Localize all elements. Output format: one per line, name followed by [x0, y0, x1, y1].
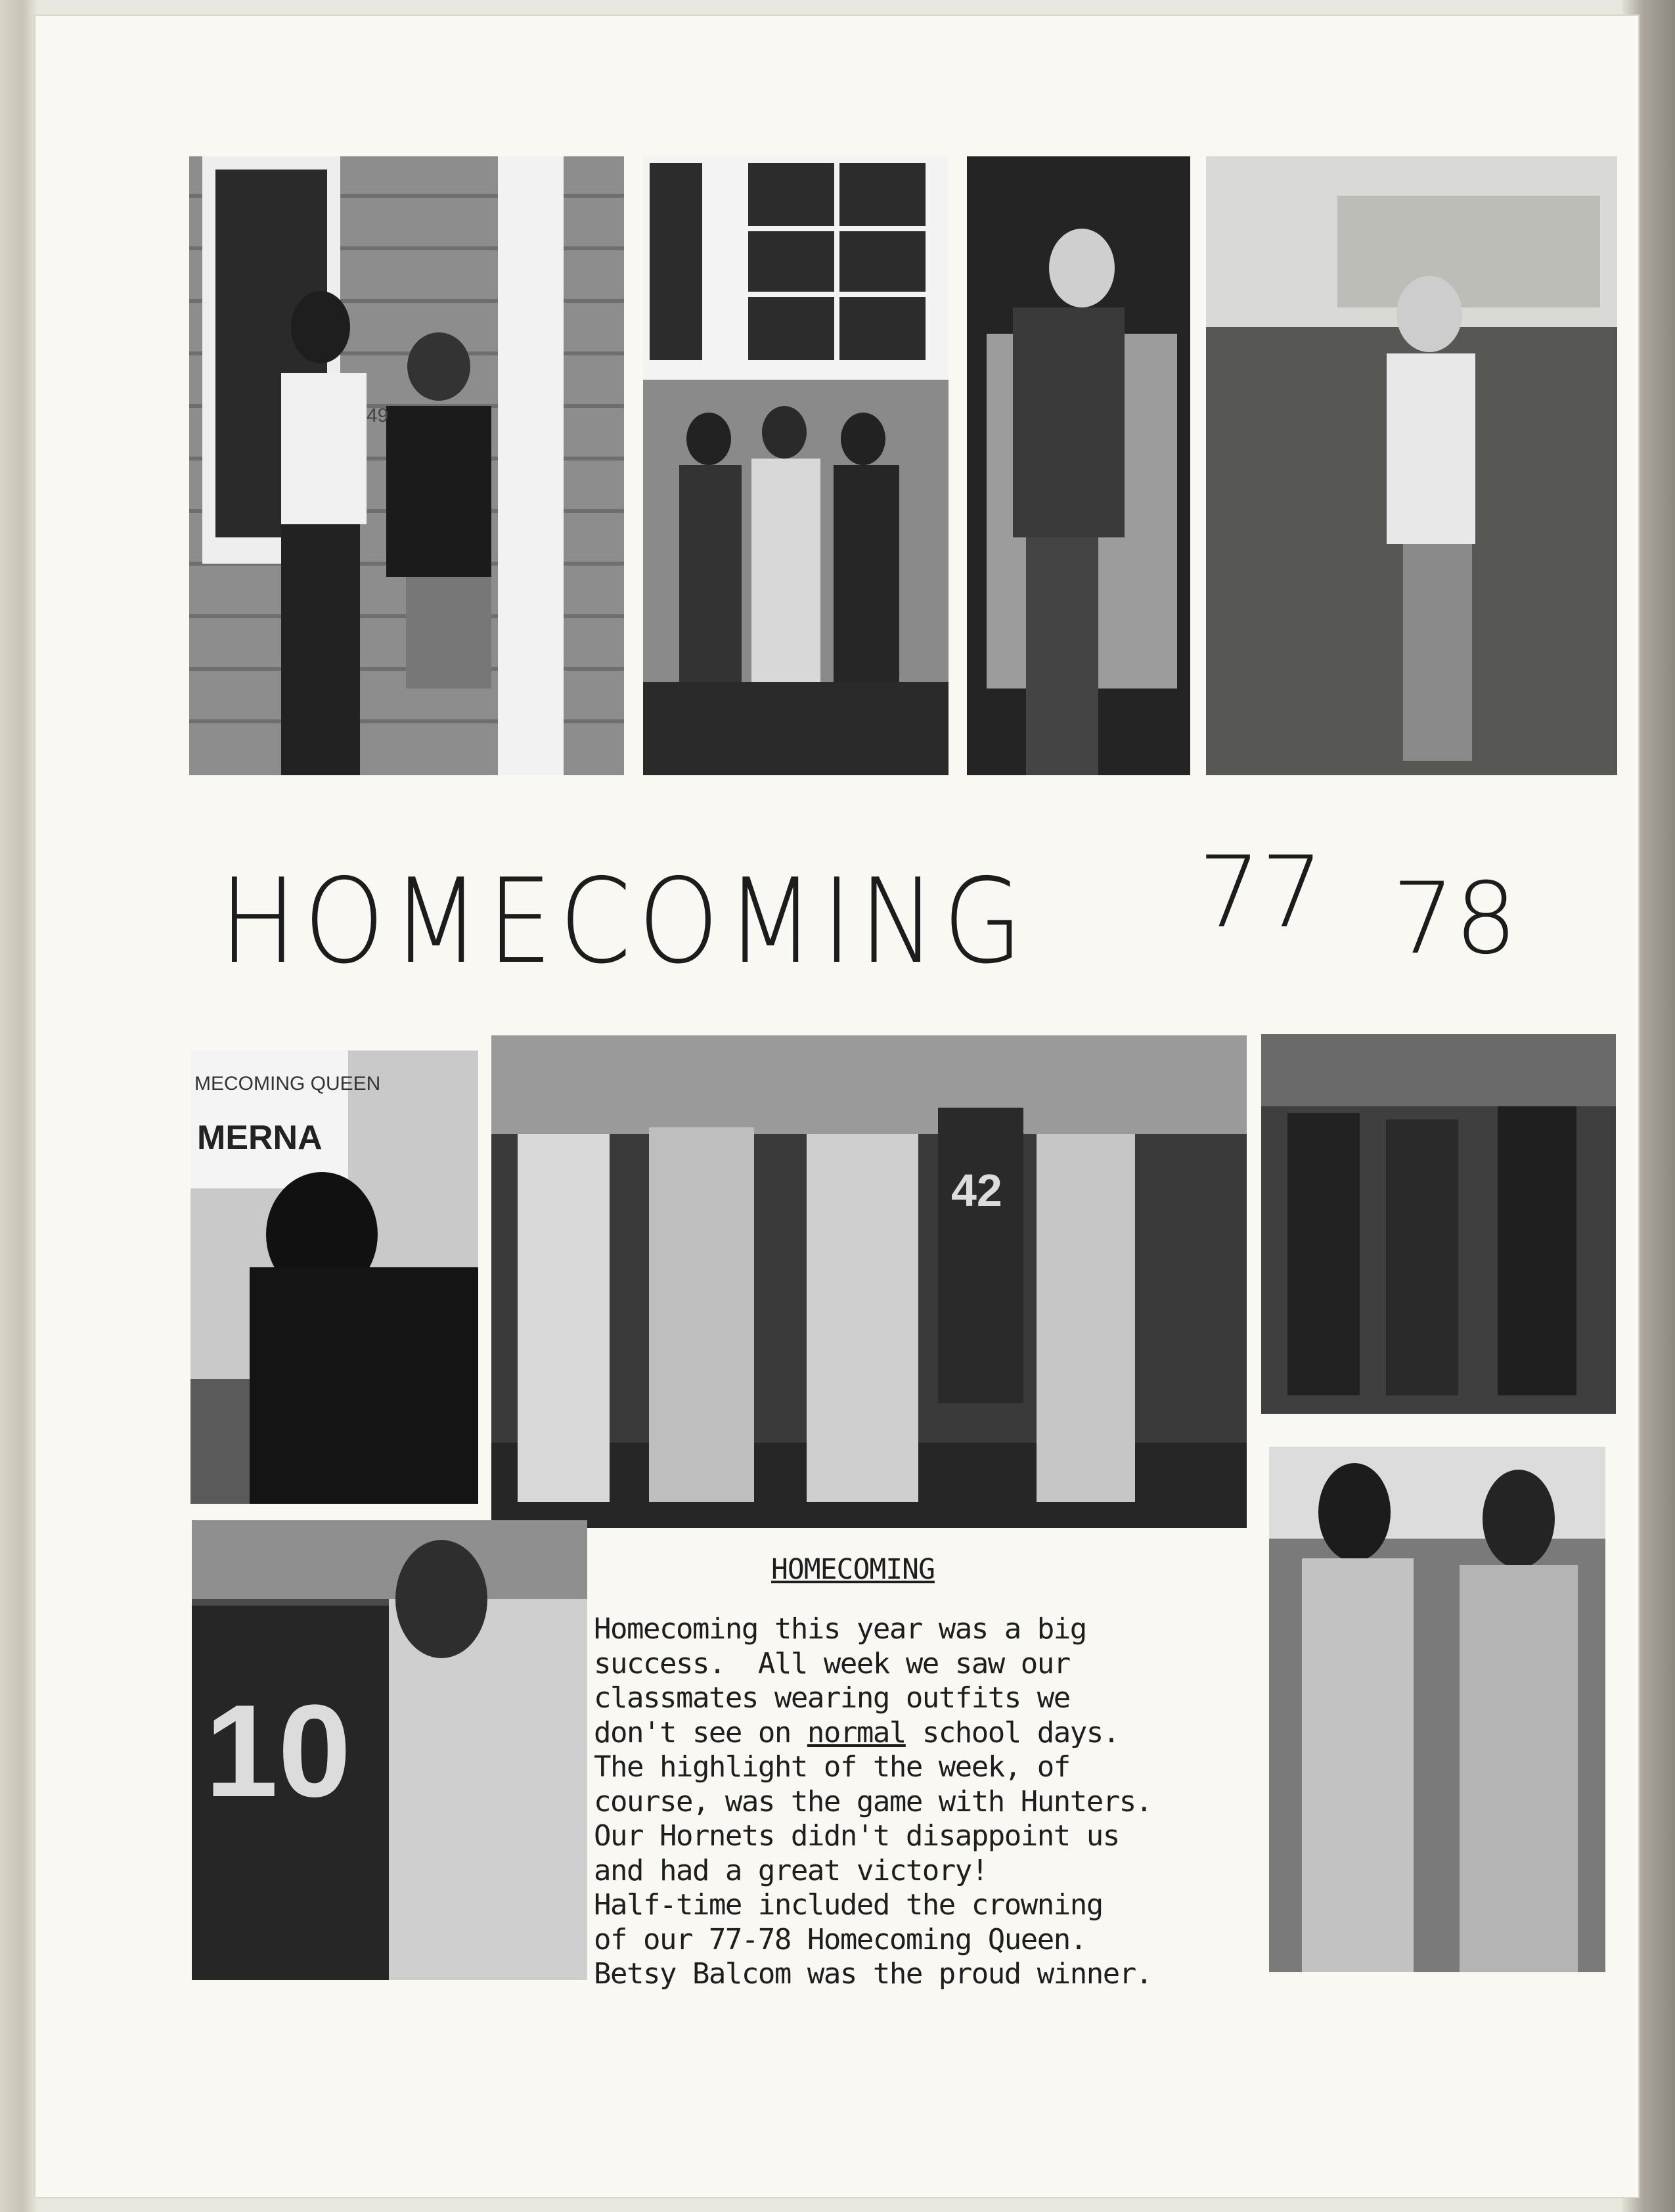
jersey-number-b: 10 [205, 1678, 351, 1824]
photo-boy-graphic [967, 156, 1190, 775]
jersey-number-c: 42 [951, 1165, 1002, 1216]
photo-court-graphic [491, 1035, 1247, 1528]
caption-line: Homecoming this year was a big [594, 1612, 1086, 1646]
caption-line: and had a great victory! [594, 1853, 988, 1887]
caption-line-4-end: school days. [905, 1715, 1119, 1749]
caption-line: course, was the game with Hunters. [594, 1784, 1152, 1818]
headline-word: HOMECOMING [219, 853, 1030, 989]
headline-year-2: 78 [1392, 862, 1517, 976]
photo-boy-with-map [967, 156, 1190, 775]
caption-title: HOMECOMING [771, 1553, 935, 1586]
headline-year-1: 77 [1198, 836, 1324, 950]
caption-line-4-start: don't see on [594, 1715, 807, 1749]
caption-line: Half-time included the crowning [594, 1888, 1103, 1922]
caption-line-with-emphasis [594, 1716, 1152, 1751]
caption-line: Our Hornets didn't disappoint us [594, 1819, 1119, 1853]
photo-girl-in-field [1206, 156, 1617, 775]
sign-text-top: MECOMING QUEEN [194, 1073, 381, 1095]
photo-football-players [1261, 1034, 1616, 1414]
caption-line: classmates wearing outfits we [594, 1681, 1070, 1715]
photo-two-queens [1269, 1447, 1605, 1972]
photo-queen-sign [190, 1050, 478, 1504]
caption-line: of our 77-78 Homecoming Queen. [594, 1922, 1086, 1956]
caption-emphasis-normal: normal [807, 1715, 906, 1749]
photo-couple-graphic [189, 156, 624, 775]
caption-line: Betsy Balcom was the proud winner. [594, 1957, 1152, 1991]
jersey-number-a: 49 [367, 405, 389, 426]
page-headline [219, 836, 1533, 995]
caption-line: The highlight of the week, of [594, 1750, 1070, 1784]
sign-text-name: MERNA [197, 1119, 323, 1157]
yearbook-page [34, 14, 1640, 2198]
photo-queens-graphic [1269, 1447, 1605, 1972]
binding-edge [0, 0, 38, 2212]
photo-three-girls [643, 156, 949, 775]
homecoming-caption [594, 1546, 1270, 1991]
photo-homecoming-court [491, 1035, 1247, 1528]
caption-body [594, 1612, 1152, 1992]
caption-line: success. All week we saw our [594, 1646, 1070, 1681]
photo-three-girls-graphic [643, 156, 949, 775]
photo-crowning [192, 1520, 587, 1980]
photo-sign-graphic [190, 1050, 478, 1504]
photo-couple-by-building [189, 156, 624, 775]
photo-players-graphic [1261, 1034, 1616, 1414]
jersey-number-a-graphic [360, 395, 413, 435]
photo-crowning-graphic [192, 1520, 587, 1980]
photo-field-graphic [1206, 156, 1617, 775]
